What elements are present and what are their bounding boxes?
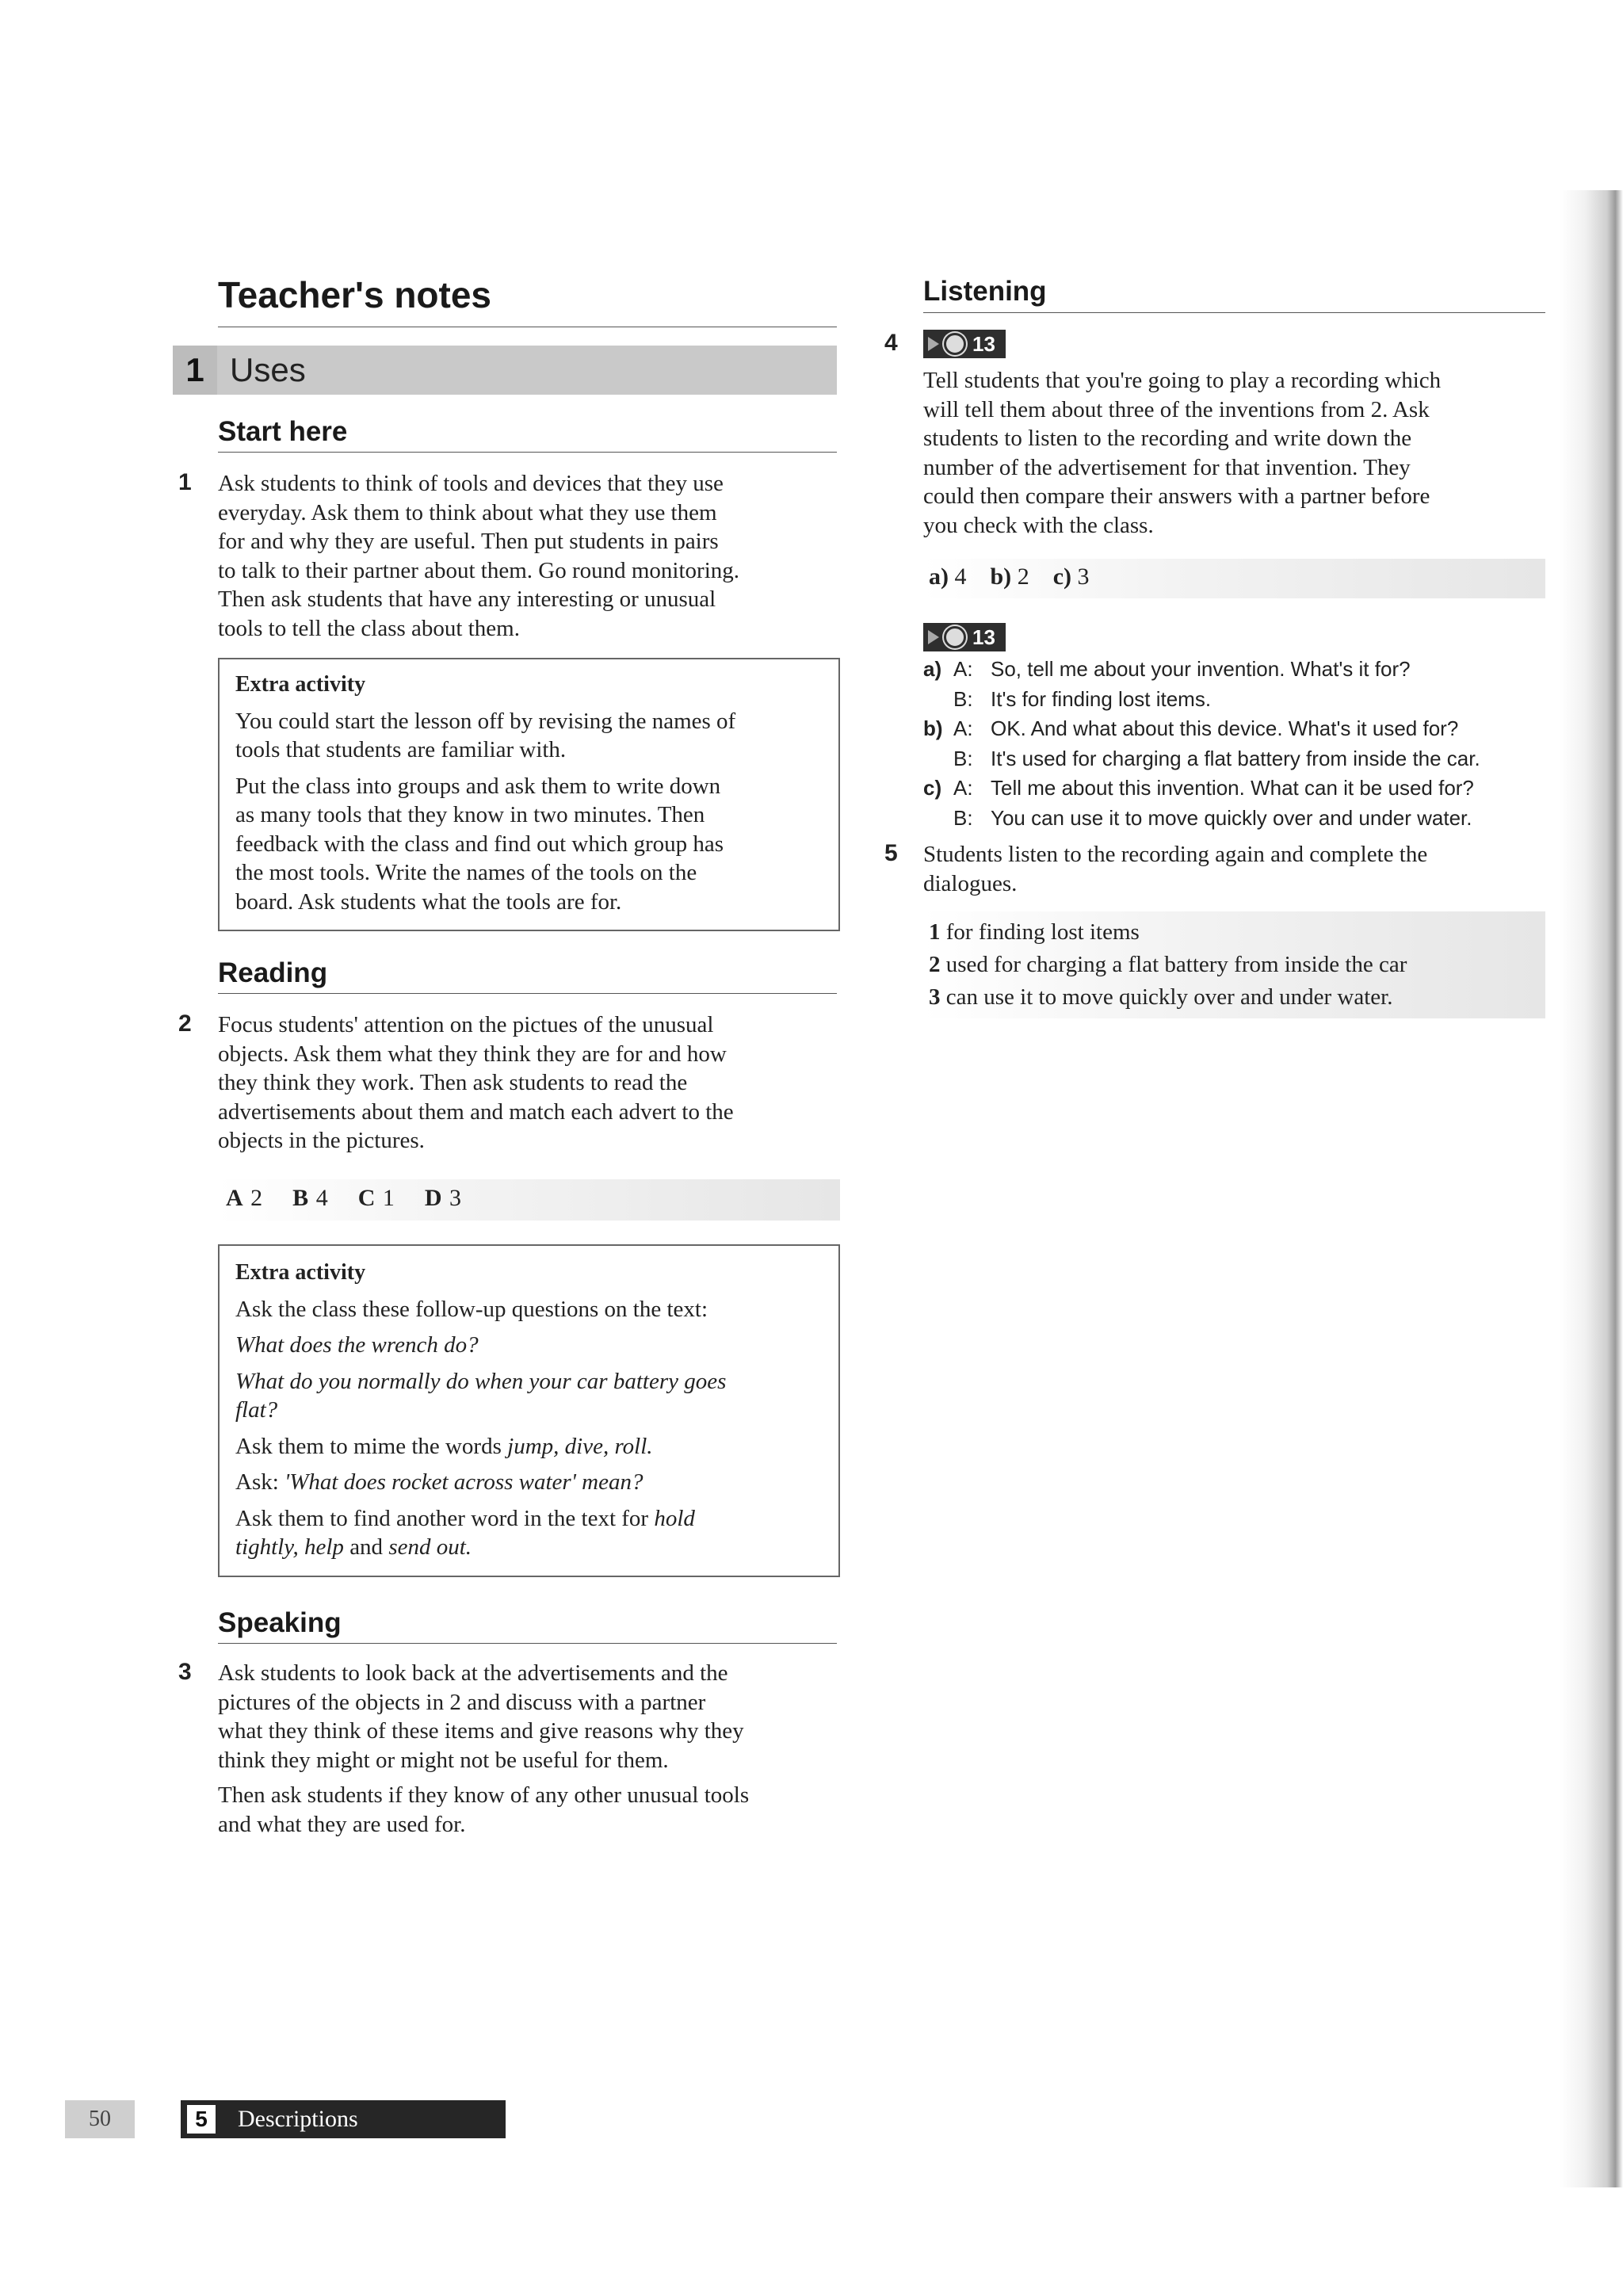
dialogue-text: So, tell me about your invention. What's it for? bbox=[991, 657, 1411, 681]
question-5-answers bbox=[929, 916, 1547, 1014]
listening-answers bbox=[929, 563, 1090, 590]
dialogue-line bbox=[923, 774, 1557, 804]
text-line: you check with the class. bbox=[923, 512, 1154, 538]
text-line: will tell them about three of the inventions from 2. Ask bbox=[923, 396, 1430, 422]
extra-activity-paragraph bbox=[235, 707, 823, 765]
text-line: Tell students that you're going to play a recording which bbox=[923, 368, 1442, 393]
find-prefix: Ask them to find another word in the text for bbox=[235, 1505, 655, 1531]
cd-icon bbox=[944, 626, 966, 648]
answer-line bbox=[929, 916, 1547, 949]
text-line: advertisements about them and match each advert to the bbox=[218, 1098, 734, 1125]
dialogue-text: OK. And what about this device. What's it used for? bbox=[991, 716, 1459, 740]
answer-letter: a) bbox=[929, 563, 949, 590]
mime-words: jump, dive, roll. bbox=[507, 1433, 653, 1459]
text-line: the most tools. Write the names of the tools on the bbox=[235, 860, 697, 885]
dialogue-line bbox=[923, 655, 1557, 685]
text-line: could then compare their answers with a partner before bbox=[923, 483, 1430, 509]
dialogue-speaker: B: bbox=[953, 805, 973, 830]
answer-letter: c) bbox=[1052, 563, 1071, 590]
answer-line bbox=[929, 949, 1547, 981]
dialogue-speaker: A: bbox=[953, 657, 973, 681]
text-line: everyday. Ask them to think about what they use them bbox=[218, 499, 717, 525]
dialogue-speaker: A: bbox=[953, 716, 973, 740]
answer-letter: A bbox=[226, 1185, 243, 1211]
find-word-instruction bbox=[235, 1504, 823, 1562]
text-line: board. Ask students what the tools are for. bbox=[235, 888, 622, 915]
start-here-heading: Start here bbox=[218, 416, 348, 447]
page-number: 50 bbox=[65, 2100, 135, 2138]
text-line: Ask students to think of tools and devices that they use bbox=[218, 471, 724, 496]
follow-up-question-1: What does the wrench do? bbox=[235, 1332, 479, 1358]
answer-value: 4 bbox=[315, 1185, 328, 1211]
question-number-1: 1 bbox=[178, 469, 192, 495]
reading-text bbox=[218, 1010, 844, 1156]
answer-line bbox=[929, 981, 1547, 1014]
unit-name: Uses bbox=[230, 351, 306, 388]
audio-track-badge[interactable] bbox=[923, 330, 1006, 358]
reading-answers bbox=[226, 1185, 461, 1212]
answer-number: 2 bbox=[929, 952, 941, 977]
text-line: You could start the lesson off by revising the names of bbox=[235, 708, 736, 734]
find-connector: and bbox=[343, 1534, 389, 1560]
text-line: number of the advertisement for that invention. They bbox=[923, 454, 1411, 480]
text-line: for and why they are useful. Then put students in pairs bbox=[218, 529, 719, 554]
extra-activity-title: Extra activity bbox=[235, 672, 366, 697]
play-icon bbox=[928, 630, 939, 644]
footer-unit-number: 5 bbox=[187, 2105, 216, 2134]
text-line: tools that students are familiar with. bbox=[235, 737, 567, 762]
answer-value: 3 bbox=[449, 1185, 462, 1211]
text-line: What do you normally do when your car battery goes bbox=[235, 1368, 727, 1394]
answer-letter: B bbox=[292, 1185, 309, 1211]
dialogue-line bbox=[923, 744, 1557, 774]
track-number: 13 bbox=[972, 331, 995, 356]
answer-letter: b) bbox=[990, 563, 1012, 590]
answer-value: 4 bbox=[954, 563, 967, 590]
question-number-5: 5 bbox=[884, 840, 898, 866]
answer-text: can use it to move quickly over and under water. bbox=[945, 984, 1393, 1010]
answer-text: used for charging a flat battery from inside the car bbox=[945, 952, 1407, 977]
speaking-text bbox=[218, 1659, 844, 1839]
text-line: they think they work. Then ask students to read the bbox=[218, 1070, 688, 1095]
cd-icon bbox=[944, 333, 966, 355]
ask-quote: 'What does rocket across water' mean? bbox=[285, 1469, 643, 1495]
page-spine-shadow bbox=[1560, 190, 1623, 2187]
dialogue-line bbox=[923, 685, 1557, 715]
dialogue-label: c) bbox=[923, 776, 942, 800]
text-line: pictures of the objects in 2 and discuss with a partner bbox=[218, 1689, 706, 1715]
dialogue-text: It's for finding lost items. bbox=[991, 686, 1212, 711]
text-line: think they might or might not be useful for them. bbox=[218, 1747, 669, 1773]
dialogue-label: a) bbox=[923, 657, 942, 681]
track-number: 13 bbox=[972, 625, 995, 649]
start-here-text bbox=[218, 469, 844, 643]
answer-text: for finding lost items bbox=[945, 919, 1140, 945]
text-line: students to listen to the recording and write down the bbox=[923, 426, 1412, 451]
dialogue-list bbox=[923, 655, 1557, 833]
text-line: flat? bbox=[235, 1397, 278, 1423]
answer-letter: C bbox=[357, 1185, 376, 1211]
dialogue-text: Tell me about this invention. What can it be used for? bbox=[991, 776, 1474, 800]
audio-track-badge-2[interactable] bbox=[923, 623, 1006, 651]
ask-instruction bbox=[235, 1468, 823, 1497]
text-line: feedback with the class and find out which group has bbox=[235, 831, 724, 857]
start-here-rule bbox=[218, 452, 837, 453]
extra-activity-box-1 bbox=[218, 658, 840, 931]
extra-activity-title: Extra activity bbox=[235, 1260, 366, 1285]
dialogue-text: You can use it to move quickly over and under water. bbox=[991, 805, 1472, 830]
text-line: to talk to their partner about them. Go round monitoring. bbox=[218, 557, 740, 583]
dialogue-speaker: B: bbox=[953, 686, 973, 711]
dialogue-speaker: A: bbox=[953, 776, 973, 800]
dialogue-speaker: B: bbox=[953, 746, 973, 770]
answer-value: 2 bbox=[1017, 563, 1029, 590]
extra-activity-paragraph bbox=[235, 772, 823, 917]
listening-rule bbox=[923, 312, 1545, 313]
unit-number: 1 bbox=[173, 346, 217, 395]
text-line: Students listen to the recording again and complete the bbox=[923, 842, 1428, 867]
speaking-rule bbox=[218, 1643, 837, 1644]
ask-prefix: Ask: bbox=[235, 1469, 285, 1495]
answer-value: 2 bbox=[250, 1185, 263, 1211]
question-number-3: 3 bbox=[178, 1659, 192, 1685]
listening-heading: Listening bbox=[923, 276, 1047, 307]
text-line: Ask students to look back at the advertisements and the bbox=[218, 1660, 728, 1686]
find-word-italic: tightly, help bbox=[235, 1534, 344, 1560]
extra-activity-intro: Ask the class these follow-up questions on the text: bbox=[235, 1296, 708, 1322]
text-line: Focus students' attention on the pictues of the unusual bbox=[218, 1012, 714, 1037]
extra-activity-box-2 bbox=[218, 1244, 840, 1577]
text-line: as many tools that they know in two minutes. Then bbox=[235, 802, 705, 827]
page-title: Teacher's notes bbox=[218, 274, 491, 315]
mime-instruction bbox=[235, 1432, 823, 1461]
text-line: and what they are used for. bbox=[218, 1811, 466, 1837]
answer-value: 1 bbox=[382, 1185, 395, 1211]
text-line: Then ask students if they know of any other unusual tools bbox=[218, 1782, 750, 1808]
text-line: dialogues. bbox=[923, 870, 1018, 896]
follow-up-question-2 bbox=[235, 1367, 823, 1425]
speaking-heading: Speaking bbox=[218, 1607, 342, 1638]
dialogue-line bbox=[923, 804, 1557, 834]
reading-heading: Reading bbox=[218, 957, 328, 988]
question-number-2: 2 bbox=[178, 1010, 192, 1037]
listening-text bbox=[923, 366, 1557, 540]
find-word-italic: send out. bbox=[388, 1534, 472, 1560]
text-line: Put the class into groups and ask them to write down bbox=[235, 773, 721, 799]
text-line: objects. Ask them what they think they are for and how bbox=[218, 1041, 727, 1067]
footer-unit-title: Descriptions bbox=[238, 2106, 358, 2132]
question-number-4: 4 bbox=[884, 330, 898, 356]
text-line: tools to tell the class about them. bbox=[218, 615, 520, 641]
text-line: objects in the pictures. bbox=[218, 1128, 425, 1153]
reading-rule bbox=[218, 993, 837, 994]
find-word-italic: hold bbox=[654, 1505, 695, 1531]
answer-number: 3 bbox=[929, 984, 941, 1010]
answer-value: 3 bbox=[1077, 563, 1090, 590]
dialogue-text: It's used for charging a flat battery from inside the car. bbox=[991, 746, 1480, 770]
text-line: what they think of these items and give reasons why they bbox=[218, 1718, 744, 1744]
answer-letter: D bbox=[424, 1185, 442, 1211]
dialogue-label: b) bbox=[923, 716, 943, 740]
play-icon bbox=[928, 337, 939, 351]
question-5-text bbox=[923, 840, 1557, 898]
dialogue-line bbox=[923, 714, 1557, 744]
text-line: Then ask students that have any interesting or unusual bbox=[218, 586, 716, 612]
answer-number: 1 bbox=[929, 919, 941, 945]
mime-prefix: Ask them to mime the words bbox=[235, 1433, 508, 1459]
